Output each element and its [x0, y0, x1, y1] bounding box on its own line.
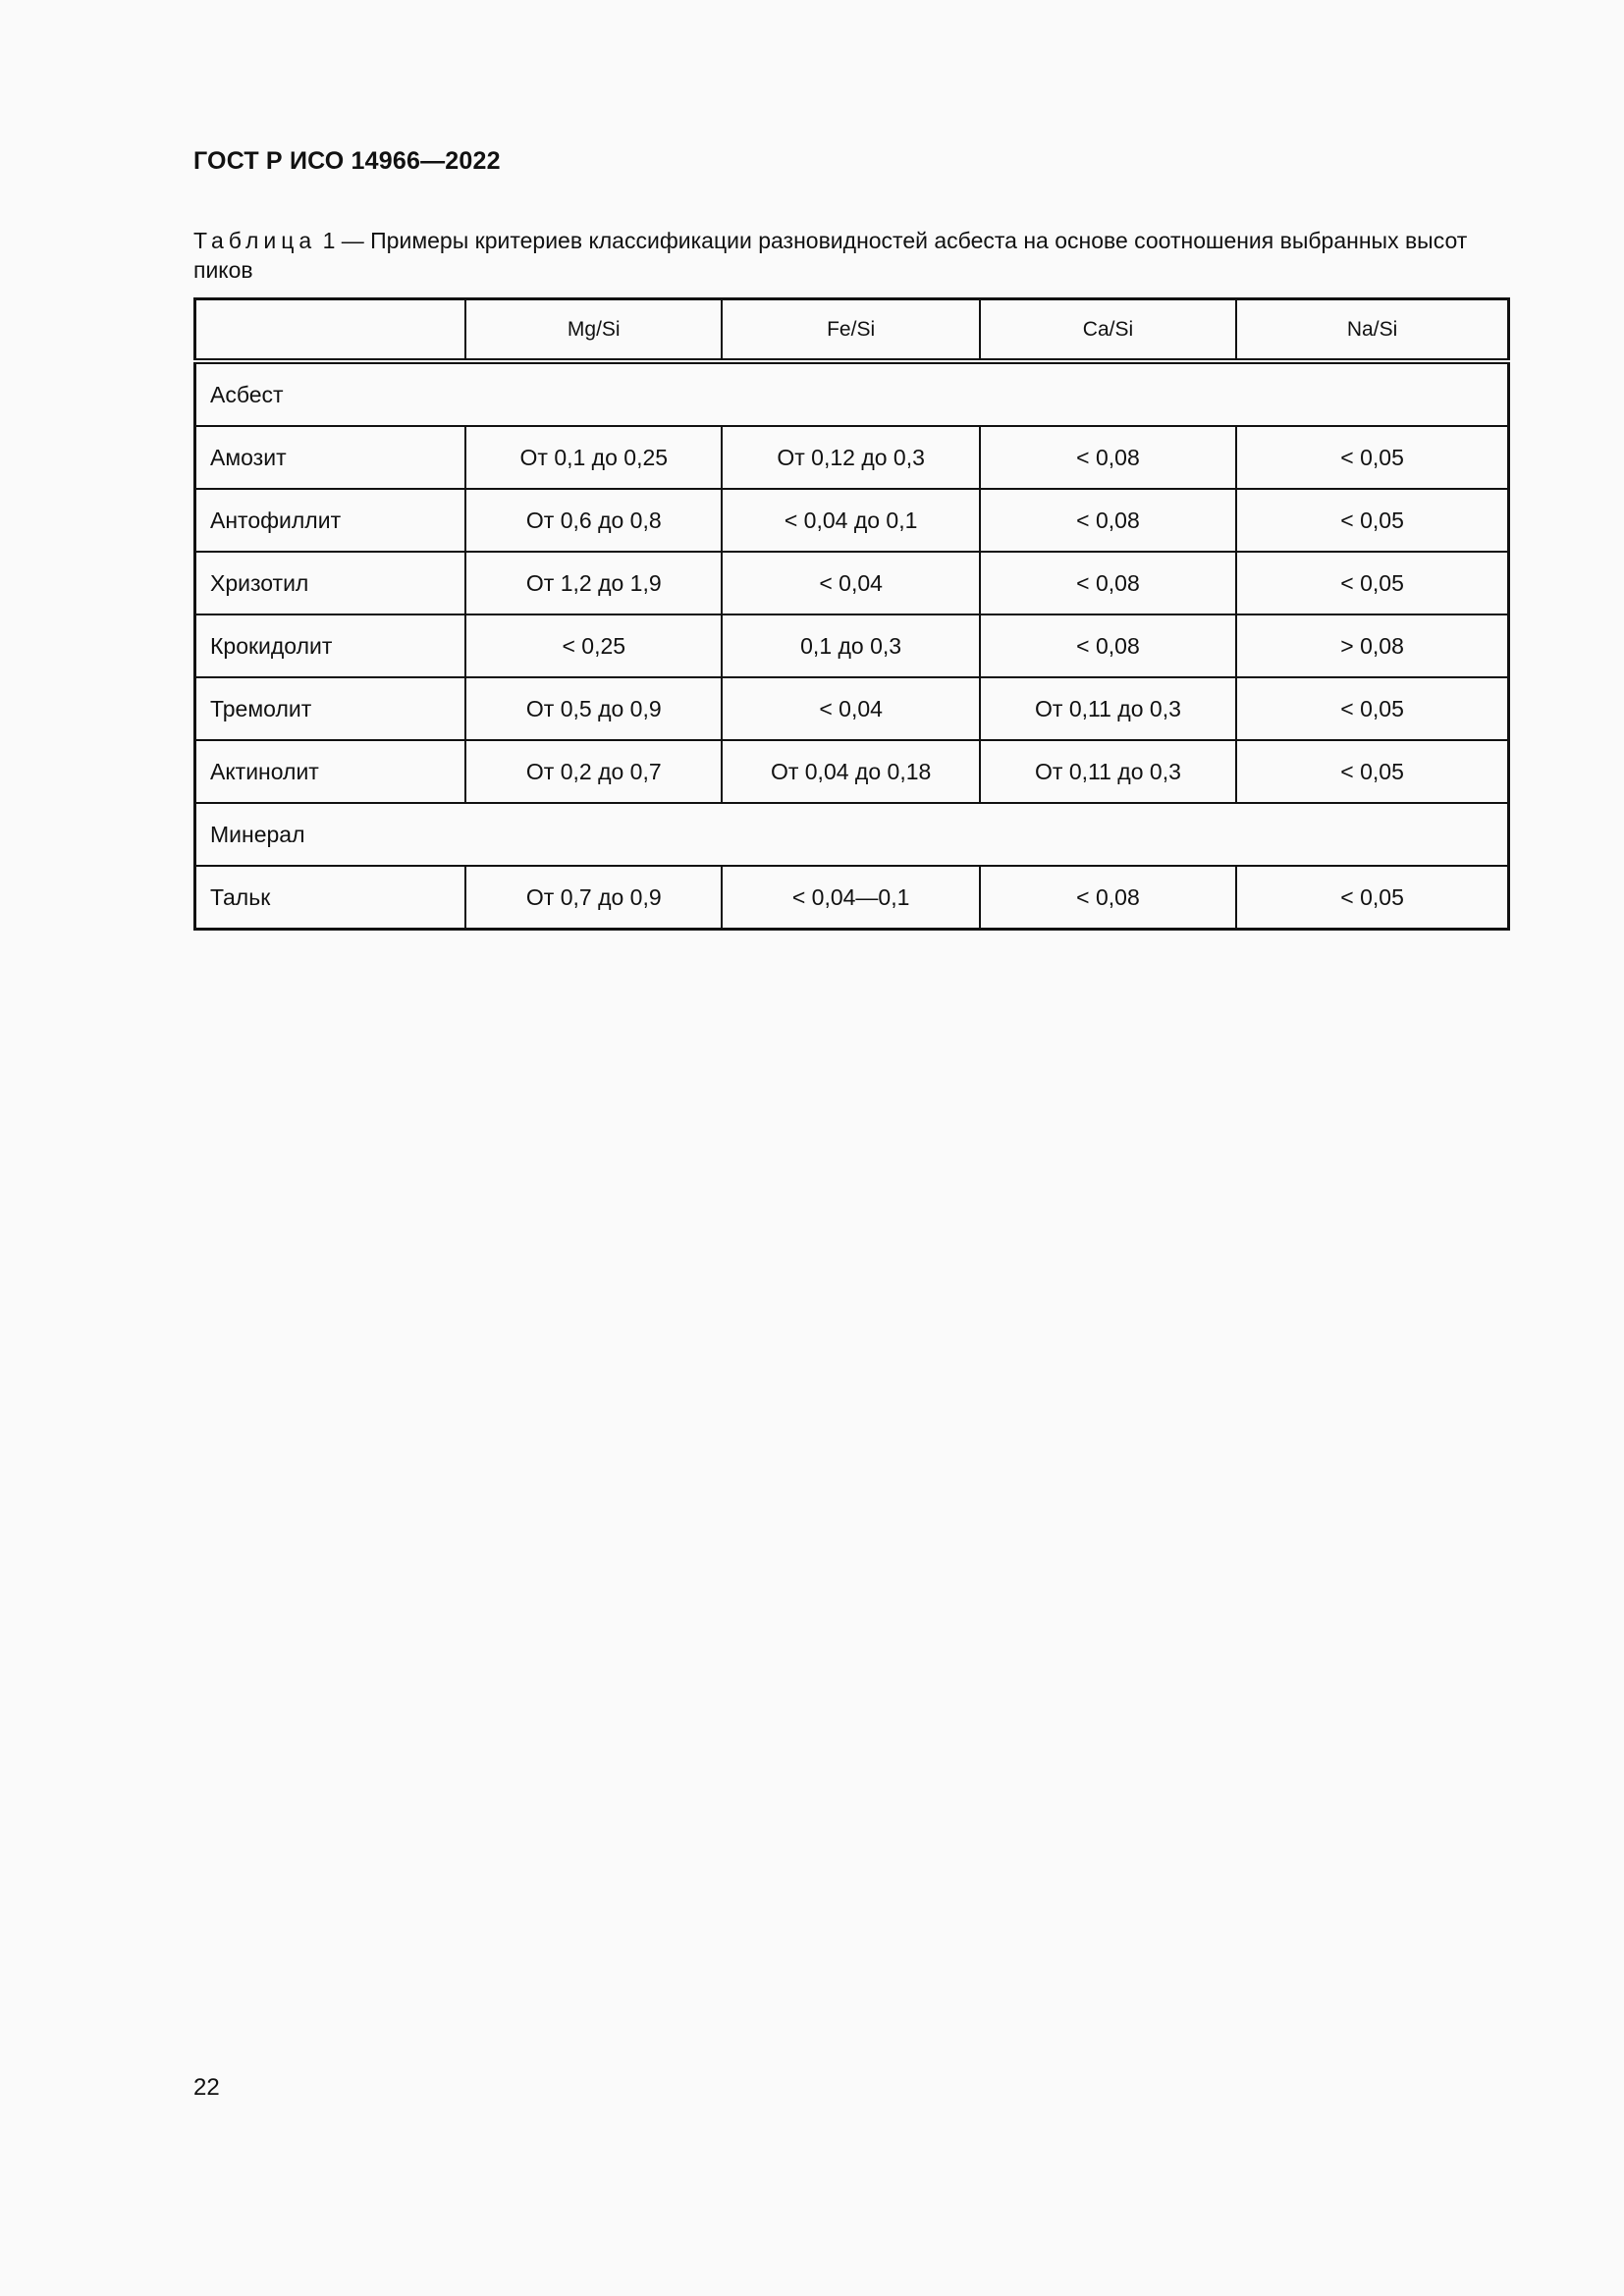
value-na-si: < 0,05 — [1236, 489, 1508, 552]
value-fe-si: От 0,04 до 0,18 — [722, 740, 979, 803]
value-na-si: < 0,05 — [1236, 552, 1508, 614]
document-header: ГОСТ Р ИСО 14966—2022 — [193, 147, 501, 175]
section-row-asbestos — [195, 361, 1509, 426]
mineral-name: Тальк — [195, 866, 466, 930]
value-na-si: < 0,05 — [1236, 426, 1508, 489]
table-row — [195, 614, 1509, 677]
column-header-ca-si: Ca/Si — [980, 299, 1236, 362]
value-mg-si: < 0,25 — [465, 614, 722, 677]
table-row — [195, 866, 1509, 930]
mineral-name: Хризотил — [195, 552, 466, 614]
section-title: Минерал — [195, 803, 1509, 866]
mineral-name: Тремолит — [195, 677, 466, 740]
value-na-si: < 0,05 — [1236, 866, 1508, 930]
table-header-row — [195, 299, 1509, 362]
table-caption-label: Таблица — [193, 228, 317, 253]
table-caption-text: 1 — Примеры критериев классификации разновидностей асбеста на основе соотношения выбранных высот пиков — [193, 228, 1468, 283]
value-ca-si: < 0,08 — [980, 614, 1236, 677]
value-mg-si: От 0,2 до 0,7 — [465, 740, 722, 803]
value-ca-si: От 0,11 до 0,3 — [980, 740, 1236, 803]
value-ca-si: От 0,11 до 0,3 — [980, 677, 1236, 740]
value-ca-si: < 0,08 — [980, 489, 1236, 552]
value-fe-si: 0,1 до 0,3 — [722, 614, 979, 677]
value-ca-si: < 0,08 — [980, 552, 1236, 614]
mineral-name: Амозит — [195, 426, 466, 489]
section-row-mineral — [195, 803, 1509, 866]
column-header-fe-si: Fe/Si — [722, 299, 979, 362]
value-fe-si: < 0,04 до 0,1 — [722, 489, 979, 552]
value-fe-si: < 0,04—0,1 — [722, 866, 979, 930]
column-header-na-si: Na/Si — [1236, 299, 1508, 362]
value-mg-si: От 1,2 до 1,9 — [465, 552, 722, 614]
value-ca-si: < 0,08 — [980, 426, 1236, 489]
mineral-name: Крокидолит — [195, 614, 466, 677]
column-header-mg-si: Mg/Si — [465, 299, 722, 362]
table-caption — [193, 226, 1511, 285]
table-row — [195, 489, 1509, 552]
classification-table — [193, 297, 1510, 931]
value-na-si: < 0,05 — [1236, 677, 1508, 740]
value-ca-si: < 0,08 — [980, 866, 1236, 930]
column-header-empty — [195, 299, 466, 362]
value-fe-si: < 0,04 — [722, 552, 979, 614]
value-mg-si: От 0,6 до 0,8 — [465, 489, 722, 552]
value-fe-si: От 0,12 до 0,3 — [722, 426, 979, 489]
mineral-name: Антофиллит — [195, 489, 466, 552]
mineral-name: Актинолит — [195, 740, 466, 803]
table-row — [195, 552, 1509, 614]
table-row — [195, 677, 1509, 740]
page-number: 22 — [193, 2074, 220, 2101]
value-mg-si: От 0,5 до 0,9 — [465, 677, 722, 740]
value-mg-si: От 0,1 до 0,25 — [465, 426, 722, 489]
value-na-si: > 0,08 — [1236, 614, 1508, 677]
table-row — [195, 740, 1509, 803]
value-na-si: < 0,05 — [1236, 740, 1508, 803]
section-title: Асбест — [195, 361, 1509, 426]
table-row — [195, 426, 1509, 489]
value-mg-si: От 0,7 до 0,9 — [465, 866, 722, 930]
value-fe-si: < 0,04 — [722, 677, 979, 740]
